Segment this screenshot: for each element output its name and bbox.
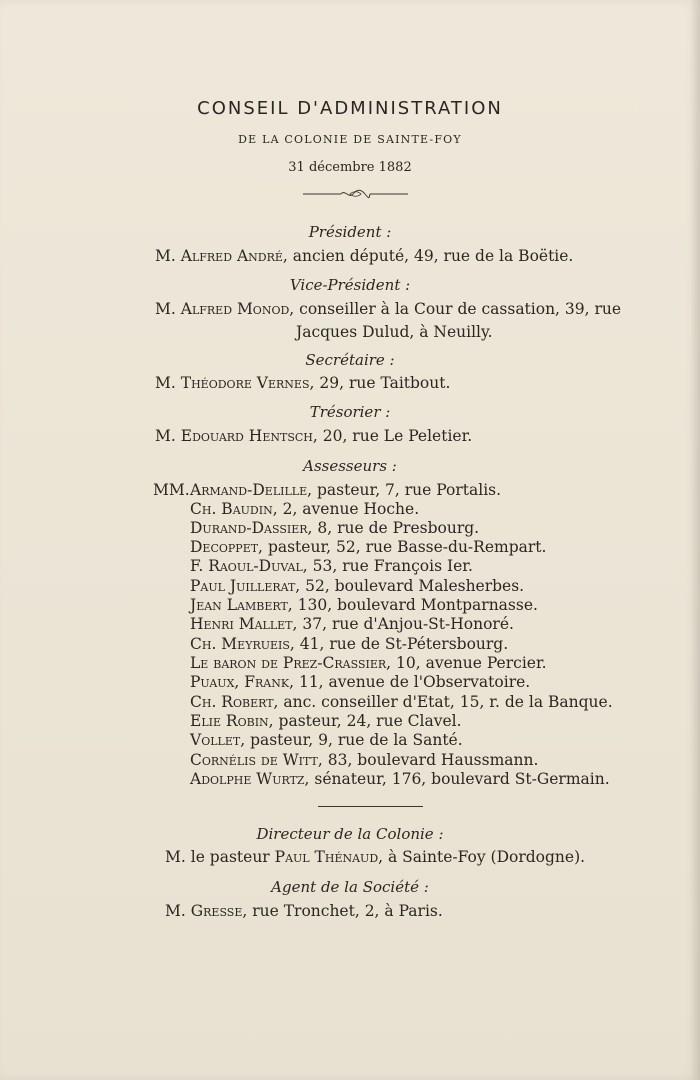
assesseur-name: Ch. Meyrueis, — [190, 635, 295, 653]
tresorier-name: Edouard Hentsch, — [180, 427, 318, 445]
page-title: CONSEIL D'ADMINISTRATION — [197, 98, 503, 119]
assesseur-name: Henri Mallet, — [190, 615, 298, 633]
assesseur-entry — [190, 577, 524, 595]
secretaire-prefix: M. — [155, 374, 176, 392]
secretaire-name: Théodore Vernes, — [180, 374, 315, 392]
assesseur-details: 130, boulevard Montparnasse. — [297, 596, 538, 614]
assesseur-entry — [190, 712, 462, 730]
assesseur-details: pasteur, 24, rue Clavel. — [278, 712, 462, 730]
assesseur-details: 41, rue de St-Pétersbourg. — [299, 635, 509, 653]
directeur-prefix: M. — [165, 848, 186, 866]
assesseur-details: 52, boulevard Malesherbes. — [305, 577, 525, 595]
assesseur-details: 8, rue de Presbourg. — [317, 519, 480, 537]
tresorier-prefix: M. — [155, 427, 176, 445]
president-prefix: M. — [155, 247, 176, 265]
assesseur-details: 11, avenue de l'Observatoire. — [298, 673, 531, 691]
assesseur-name: Decoppet, — [190, 538, 263, 556]
assesseur-entry — [190, 500, 419, 518]
assesseur-name: Vollet, — [190, 731, 246, 749]
assesseur-entry — [190, 751, 538, 769]
assesseur-entry — [190, 654, 547, 672]
assesseur-name: Le baron de Prez-Crassier, — [190, 654, 392, 672]
tresorier-details: 20, rue Le Peletier. — [322, 427, 473, 445]
assesseur-entry — [190, 731, 463, 749]
agent-label: Agent de la Société : — [271, 878, 429, 896]
president-details: ancien député, 49, rue de la Boëtie. — [292, 247, 574, 265]
assesseur-details: pasteur, 7, rue Portalis. — [316, 481, 502, 499]
directeur-pre-name: le pasteur — [190, 848, 270, 866]
assesseur-entry — [190, 673, 530, 691]
vice-president-details: conseiller à la Cour de cassation, 39, rue — [299, 300, 622, 318]
assesseur-details: sénateur, 176, boulevard St-Germain. — [314, 770, 610, 788]
assesseur-entry — [190, 557, 473, 575]
assesseur-entry — [190, 770, 610, 788]
tresorier-entry — [155, 427, 472, 445]
assesseur-name: Cornélis de Witt, — [190, 751, 323, 769]
assesseur-name: Jean Lambert, — [190, 596, 293, 614]
assesseur-details: 10, avenue Percier. — [396, 654, 547, 672]
secretaire-details: 29, rue Taitbout. — [319, 374, 451, 392]
vice-president-entry — [155, 300, 621, 318]
directeur-name: Paul Thénaud, — [274, 848, 384, 866]
directeur-label: Directeur de la Colonie : — [256, 825, 444, 843]
assesseur-entry — [190, 615, 514, 633]
agent-entry — [165, 902, 443, 920]
assesseur-name: Ch. Robert, — [190, 693, 279, 711]
assesseur-entry — [190, 481, 501, 499]
agent-prefix: M. — [165, 902, 186, 920]
assesseur-entry — [190, 693, 613, 711]
assesseurs-prefix: MM. — [153, 481, 190, 499]
assesseur-details: anc. conseiller d'Etat, 15, r. de la Banque. — [283, 693, 613, 711]
assesseur-entry — [190, 538, 546, 556]
assesseur-name: Adolphe Wurtz, — [190, 770, 310, 788]
assesseur-details: 37, rue d'Anjou-St-Honoré. — [302, 615, 514, 633]
assesseur-name: Ch. Baudin, — [190, 500, 278, 518]
assesseur-entry — [190, 519, 479, 537]
president-label: Président : — [308, 223, 392, 241]
vice-president-details-cont: Jacques Dulud, à Neuilly. — [296, 323, 493, 341]
page-subtitle: DE LA COLONIE DE SAINTE-FOY — [238, 133, 462, 146]
assesseur-details: 83, boulevard Haussmann. — [327, 751, 539, 769]
president-name: Alfred André, — [180, 247, 288, 265]
assesseur-name: F. Raoul-Duval, — [190, 557, 308, 575]
assesseur-details: pasteur, 52, rue Basse-du-Rempart. — [267, 538, 547, 556]
secretaire-entry — [155, 374, 450, 392]
directeur-entry — [165, 848, 585, 866]
agent-details: rue Tronchet, 2, à Paris. — [252, 902, 443, 920]
secretaire-label: Secrétaire : — [305, 351, 395, 369]
assesseur-name: Elie Robin, — [190, 712, 274, 730]
directeur-details: à Sainte-Foy (Dordogne). — [388, 848, 586, 866]
assesseur-entry — [190, 596, 538, 614]
ornament-divider-icon — [303, 188, 408, 200]
vice-president-label: Vice-Président : — [289, 276, 411, 294]
assesseur-details: pasteur, 9, rue de la Santé. — [250, 731, 463, 749]
section-divider — [318, 806, 423, 807]
assesseur-entry — [190, 635, 508, 653]
assesseur-details: 2, avenue Hoche. — [282, 500, 420, 518]
assesseurs-label: Assesseurs : — [303, 457, 397, 475]
assesseur-name: Puaux, Frank, — [190, 673, 295, 691]
vice-president-name: Alfred Monod, — [180, 300, 295, 318]
president-entry — [155, 247, 573, 265]
assesseur-name: Armand-Delille, — [190, 481, 313, 499]
assesseur-name: Paul Juillerat, — [190, 577, 301, 595]
assesseur-details: 53, rue François Ier. — [312, 557, 473, 575]
agent-name: Gresse, — [190, 902, 248, 920]
assesseur-name: Durand-Dassier, — [190, 519, 313, 537]
vice-president-prefix: M. — [155, 300, 176, 318]
page-date: 31 décembre 1882 — [288, 160, 412, 175]
tresorier-label: Trésorier : — [309, 403, 391, 421]
